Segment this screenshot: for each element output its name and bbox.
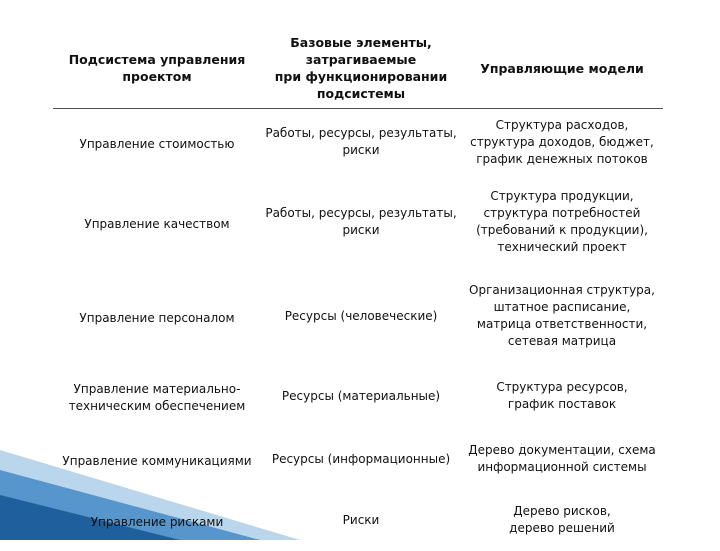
cell-text-line: Риски	[342, 512, 380, 527]
cell-text-line: техническим обеспечением	[68, 399, 246, 413]
cell-models	[461, 429, 663, 489]
cell-subsystem	[53, 109, 261, 176]
header-control-models	[461, 28, 663, 109]
header-text-line: при функционировании	[274, 69, 448, 84]
cell-text-line: матрица ответственности,	[476, 317, 648, 331]
cell-text-line: технический проект	[497, 240, 627, 254]
cell-elements	[261, 175, 461, 269]
cell-text-line: штатное расписание,	[493, 300, 631, 314]
cell-text-line: риски	[342, 143, 380, 157]
table-row	[53, 363, 663, 429]
cell-text-line: график денежных потоков	[476, 151, 648, 166]
header-text-line: затрагиваемые	[305, 52, 417, 67]
cell-text-line: Работы, ресурсы, результаты,	[265, 126, 457, 140]
cell-text-line: информационной системы	[477, 460, 647, 474]
cell-text-line: Ресурсы (информационные)	[271, 451, 451, 466]
cell-subsystem	[53, 489, 261, 551]
header-text-line: Базовые элементы,	[290, 35, 432, 50]
cell-subsystem	[53, 429, 261, 489]
cell-text-line: Дерево документации, схема	[468, 443, 656, 457]
header-subsystem	[53, 28, 261, 109]
cell-text-line: Управление качеством	[84, 216, 230, 231]
cell-text-line: Управление коммуникациями	[62, 453, 252, 468]
table-header-row	[53, 28, 663, 109]
header-text-line: проектом	[122, 69, 192, 84]
cell-subsystem	[53, 175, 261, 269]
cell-text-line: Управление рисками	[90, 514, 224, 529]
cell-elements	[261, 109, 461, 176]
cell-subsystem	[53, 269, 261, 363]
cell-models	[461, 363, 663, 429]
table-row	[53, 109, 663, 176]
cell-text-line: график поставок	[507, 397, 617, 411]
cell-text-line: структура доходов, бюджет,	[470, 134, 654, 149]
cell-text-line: дерево решений	[509, 521, 615, 535]
cell-text-line: Дерево рисков,	[513, 504, 611, 518]
header-text-line: подсистемы	[316, 86, 406, 101]
cell-elements	[261, 429, 461, 489]
cell-text-line: Управление материально-	[73, 382, 241, 396]
cell-text-line: Управление персоналом	[79, 310, 235, 325]
cell-text-line: структура потребностей	[483, 206, 641, 220]
cell-text-line: сетевая матрица	[507, 334, 617, 348]
cell-text-line: Организационная структура,	[469, 283, 655, 297]
cell-models	[461, 269, 663, 363]
cell-text-line: Управление стоимостью	[79, 136, 235, 151]
cell-models	[461, 175, 663, 269]
cell-elements	[261, 269, 461, 363]
table-row	[53, 489, 663, 551]
cell-text-line: Ресурсы (человеческие)	[284, 308, 438, 323]
cell-text-line: Структура расходов,	[495, 117, 629, 132]
cell-text-line: Структура продукции,	[490, 189, 634, 203]
header-text-line: Управляющие модели	[480, 60, 644, 76]
cell-text-line: риски	[342, 223, 380, 237]
cell-elements	[261, 363, 461, 429]
cell-text-line: Структура ресурсов,	[496, 380, 628, 394]
cell-elements	[261, 489, 461, 551]
table-row	[53, 429, 663, 489]
cell-text-line: (требований к продукции),	[476, 223, 648, 237]
table-row	[53, 175, 663, 269]
project-management-table	[53, 28, 663, 551]
cell-models	[461, 109, 663, 176]
header-text-line: Подсистема управления	[68, 52, 246, 67]
cell-text-line: Работы, ресурсы, результаты,	[265, 206, 457, 220]
table-row	[53, 269, 663, 363]
cell-subsystem	[53, 363, 261, 429]
header-base-elements	[261, 28, 461, 109]
cell-text-line: Ресурсы (материальные)	[281, 388, 441, 403]
cell-models	[461, 489, 663, 551]
